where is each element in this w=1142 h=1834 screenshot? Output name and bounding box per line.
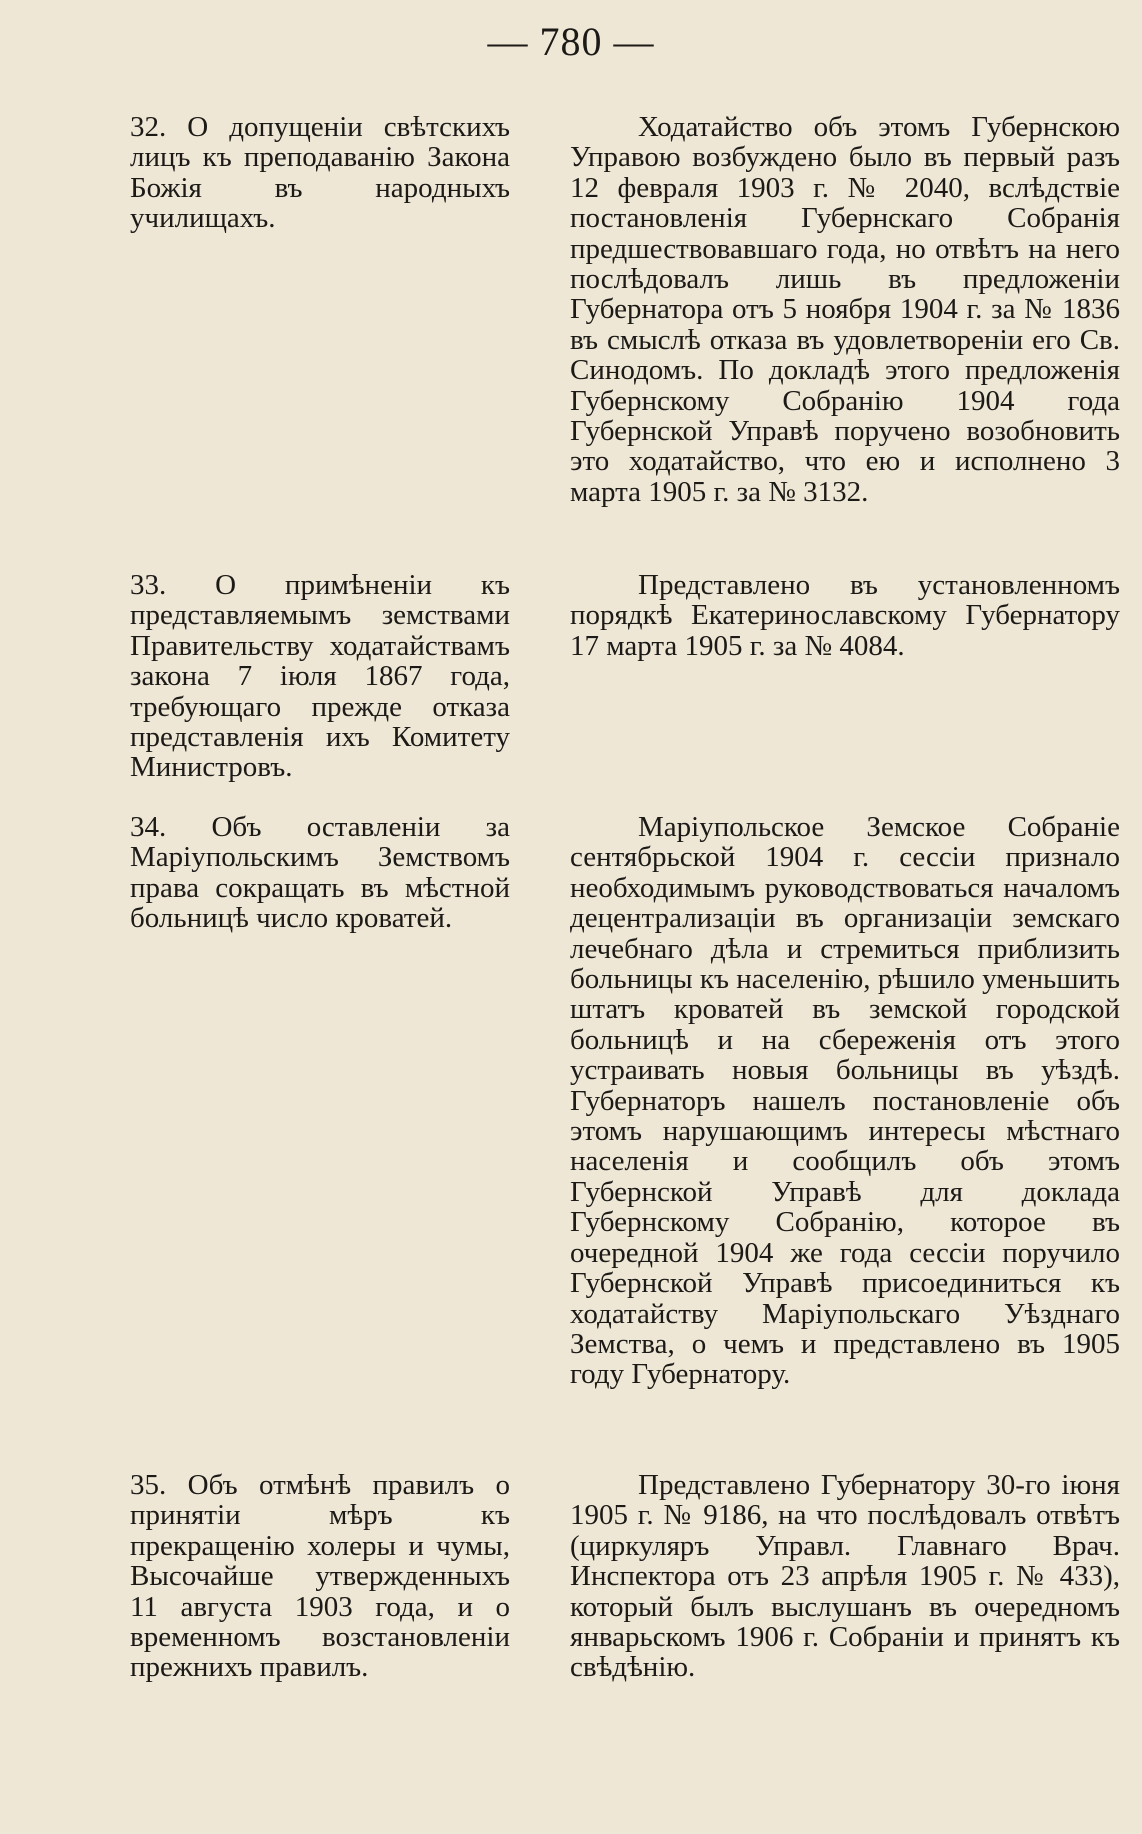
item-32-topic: 32. О допущеніи свѣтскихъ лицъ къ преподаванію Закона Божія въ народныхъ училищахъ. — [130, 111, 510, 235]
item-35-topic: 35. Объ отмѣнѣ правилъ о принятіи мѣръ къ прекращенію холеры и чумы, Высочайше утвержденныхъ 11 августа 1903 года, и о временномъ возстановленіи прежнихъ правилъ. — [130, 1469, 510, 1684]
page-number: — 780 — — [487, 19, 655, 64]
item-34-outcome: Маріупольское Земское Собраніе сентябрьской 1904 г. сессіи признало необходимымъ руководствоваться началомъ децентрализаціи въ организаціи земскаго лечебнаго дѣла и стремиться приблизить больницы къ населенію, рѣшило уменьшить штатъ кроватей въ земской городской больницѣ и на сбереженія отъ этого устраивать новыя больницы въ уѣздѣ. Губернаторъ нашелъ постановленіе объ этомъ нарушающимъ интересы мѣстнаго населенія и сообщилъ объ этомъ Губернской Управѣ для доклада Губернскому Собранію, которое въ очередной 1904 же года сессіи поручило Губернской Управѣ присоединиться къ ходатайству Маріупольскаго Уѣзднаго Земства, о чемъ и представлено въ 1905 году Губернатору. — [570, 811, 1120, 1391]
item-33-topic: 33. О примѣненіи къ представляемымъ земствами Правительству ходатайствамъ закона 7 іюля 1867 года, требующаго прежде отказа представленія ихъ Комитету Министровъ. — [130, 569, 510, 784]
item-34-topic: 34. Объ оставленіи за Маріупольскимъ Земствомъ права сокращать въ мѣстной больницѣ число кроватей. — [130, 811, 510, 935]
item-33-outcome: Представлено въ установленномъ порядкѣ Екатеринославскому Губернатору 17 марта 1905 г. за № 4084. — [570, 569, 1120, 662]
item-35-outcome: Представлено Губернатору 30-го іюня 1905 г. № 9186, на что послѣдовалъ отвѣтъ (циркуляръ Управл. Главнаго Врач. Инспектора отъ 23 апрѣля 1905 г. № 433), который былъ выслушанъ въ очередномъ январьскомъ 1906 г. Собраніи и принятъ къ свѣдѣнію. — [570, 1469, 1120, 1684]
item-32-outcome: Ходатайство объ этомъ Губернскою Управою возбуждено было въ первый разъ 12 февраля 1903 г. № 2040, вслѣдствіе постановленія Губернскаго Собранія предшествовавшаго года, но отвѣтъ на него послѣдовалъ лишь въ предложеніи Губернатора отъ 5 ноября 1904 г. за № 1836 въ смыслѣ отказа въ удовлетвореніи его Св. Синодомъ. По докладѣ этого предложенія Губернскому Собранію 1904 года Губернской Управѣ поручено возобновить это ходатайство, что ею и исполнено 3 марта 1905 г. за № 3132. — [570, 111, 1120, 508]
